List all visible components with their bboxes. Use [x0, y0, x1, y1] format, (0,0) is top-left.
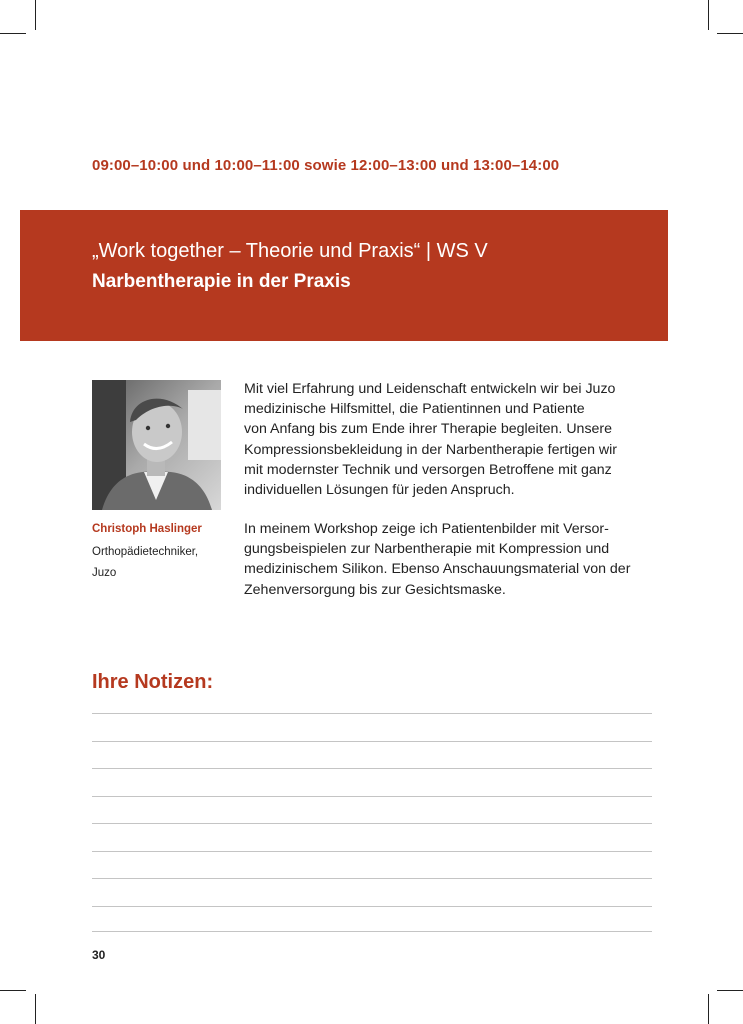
text-line: Zehenversorgung bis zur Gesichtsmaske.	[244, 581, 506, 598]
text-line: gungsbeispielen zur Narbentherapie mit Kompression und	[244, 541, 610, 558]
speaker-role	[92, 542, 232, 584]
crop-mark	[717, 33, 743, 34]
text-line: medizinischem Silikon. Ebenso Anschauungsmaterial von der	[244, 561, 631, 578]
crop-mark	[717, 990, 743, 991]
note-line	[92, 906, 652, 907]
note-line	[92, 878, 652, 879]
page-number: 30	[92, 948, 106, 962]
note-line	[92, 851, 652, 852]
crop-mark	[708, 994, 709, 1024]
note-line	[92, 796, 652, 797]
workshop-subtitle: Narbentherapie in der Praxis	[92, 271, 351, 292]
workshop-title: „Work together – Theorie und Praxis“ | WS V	[92, 240, 488, 262]
text-line: Mit viel Erfahrung und Leidenschaft entwickeln wir bei Juzo	[244, 381, 616, 397]
text-line: mit modernster Technik und versorgen Betroffene mit ganz	[244, 461, 612, 478]
crop-mark	[0, 990, 26, 991]
schedule-times: 09:00–10:00 und 10:00–11:00 sowie 12:00–13:00 und 13:00–14:00	[92, 157, 560, 174]
text-line: In meinem Workshop zeige ich Patientenbilder mit Versor-	[244, 521, 609, 537]
crop-mark	[35, 0, 36, 30]
crop-mark	[35, 994, 36, 1024]
text-line: Kompressionsbekleidung in der Narbentherapie fertigen wir	[244, 441, 618, 458]
note-line	[92, 741, 652, 742]
speaker-role-line: Juzo	[92, 567, 117, 579]
notes-heading: Ihre Notizen:	[92, 671, 214, 693]
text-line: medizinische Hilfsmittel, die Patientinnen und Patiente	[244, 401, 585, 418]
crop-mark	[708, 0, 709, 30]
speaker-name: Christoph Haslinger	[92, 523, 202, 535]
speaker-photo	[92, 380, 221, 510]
description-paragraph-2	[244, 519, 664, 600]
note-line	[92, 768, 652, 769]
workshop-banner	[20, 210, 668, 341]
description-paragraph-1	[244, 379, 664, 500]
text-line: individuellen Lösungen für jeden Anspruch.	[244, 482, 515, 499]
note-line	[92, 931, 652, 932]
note-line	[92, 823, 652, 824]
text-line: von Anfang bis zum Ende ihrer Therapie begleiten. Unsere	[244, 421, 613, 438]
note-line	[92, 713, 652, 714]
crop-mark	[0, 33, 26, 34]
portrait-image	[92, 380, 221, 510]
speaker-role-line: Orthopädietechniker,	[92, 546, 199, 558]
